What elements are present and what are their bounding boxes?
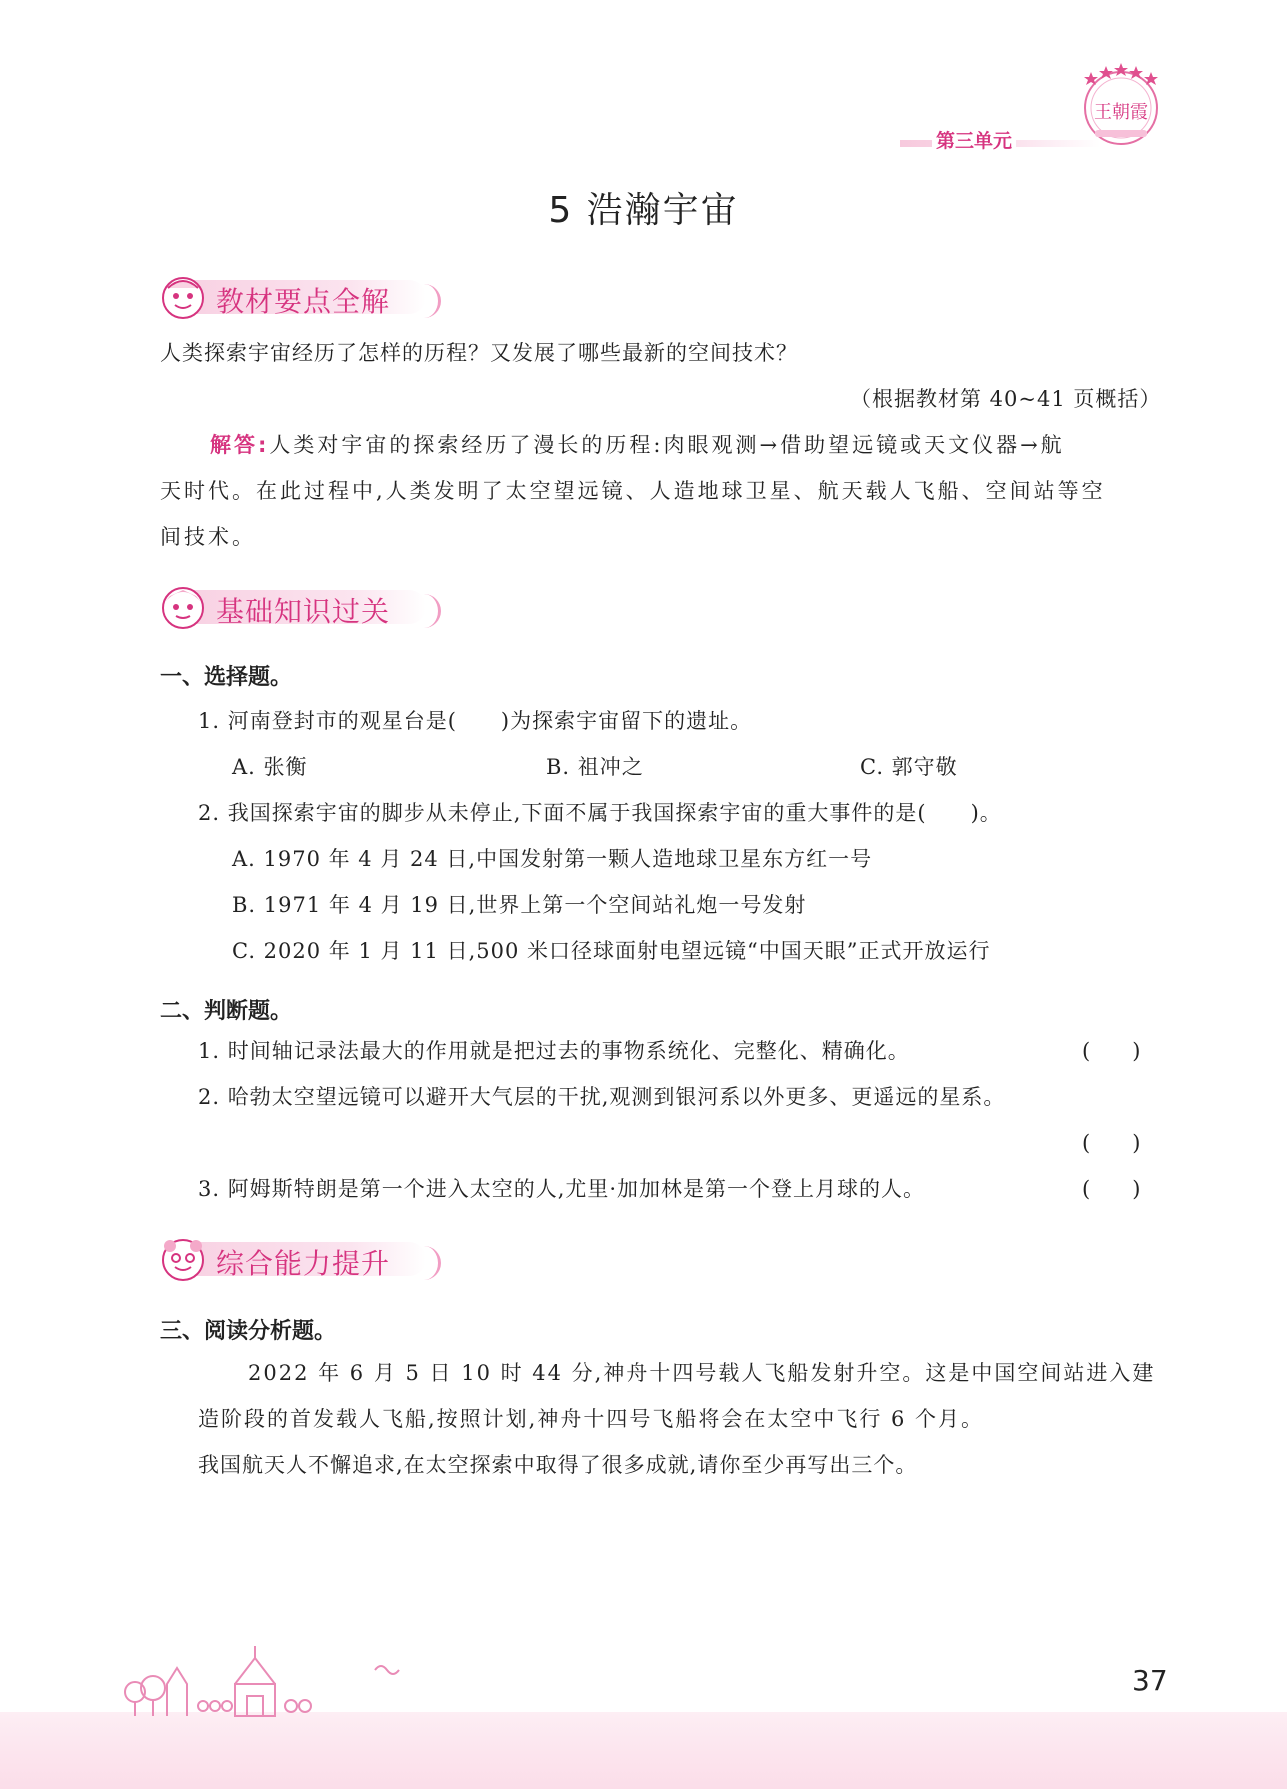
page-number: 37 (1132, 1664, 1168, 1697)
judge-item-1: 1. 时间轴记录法最大的作用就是把过去的事物系统化、完整化、精确化。 (198, 1039, 910, 1063)
option-c: C. 2020 年 1 月 11 日,500 米口径球面射电望远镜“中国天眼”正式开放运行 (232, 939, 991, 963)
page-title: 5 浩瀚宇宙 (548, 190, 739, 231)
answer-bracket: ( ) (1082, 1039, 1141, 1063)
option-b: B. 祖冲之 (546, 755, 644, 779)
key-question: 人类探索宇宙经历了怎样的历程？又发展了哪些最新的空间技术？ (160, 341, 798, 365)
judge-item-2: 2. 哈勃太空望远镜可以避开大气层的干扰,观测到银河系以外更多、更遥远的星系。 (198, 1085, 1006, 1109)
cartoon-face-icon (160, 274, 206, 320)
castle-doodle-icon (115, 1640, 415, 1720)
section-banner-advanced (160, 1236, 440, 1282)
svg-text:王朝霞: 王朝霞 (1094, 102, 1148, 123)
answer-bracket: ( ) (1082, 1177, 1141, 1201)
section-title: 基础知识过关 (216, 595, 391, 628)
publisher-logo (1075, 58, 1167, 150)
option-a: A. 张衡 (232, 755, 308, 779)
banner-tail (422, 1246, 441, 1280)
answer-label: 解答: (210, 433, 270, 457)
answer-text: 人类对宇宙的探索经历了漫长的历程:肉眼观测→借助望远镜或天文仪器→航 (269, 433, 1065, 457)
cartoon-face-icon (160, 1236, 206, 1282)
reading-question: 我国航天人不懈追求,在太空探索中取得了很多成就,请你至少再写出三个。 (198, 1453, 918, 1477)
answer-line: 间技术。 (160, 525, 256, 549)
reading-line-1: 2022 年 6 月 5 日 10 时 44 分,神舟十四号载人飞船发射升空。这是中国空间站进入建 (248, 1361, 1156, 1385)
answer-bracket: ( ) (1082, 1131, 1141, 1155)
banner-tail (422, 594, 441, 628)
unit-label: 第三单元 (932, 126, 1016, 153)
banner-tail (422, 284, 441, 318)
footer-band (0, 1712, 1287, 1789)
section-title: 综合能力提升 (216, 1247, 391, 1280)
section-title: 教材要点全解 (216, 285, 391, 318)
answer-line: 天时代。在此过程中,人类发明了太空望远镜、人造地球卫星、航天载人飞船、空间站等空 (160, 479, 1106, 503)
option-b: B. 1971 年 4 月 19 日,世界上第一个空间站礼炮一号发射 (232, 893, 807, 917)
question-2: 2. 我国探索宇宙的脚步从未停止,下面不属于我国探索宇宙的重大事件的是( )。 (198, 801, 1002, 825)
answer-line (160, 422, 1160, 468)
part3-heading: 三、阅读分析题。 (160, 1319, 337, 1344)
option-a: A. 1970 年 4 月 24 日,中国发射第一颗人造地球卫星东方红一号 (232, 847, 873, 871)
part1-heading: 一、选择题。 (160, 665, 293, 690)
option-c: C. 郭守敬 (860, 755, 958, 779)
reading-line-2: 造阶段的首发载人飞船,按照计划,神舟十四号飞船将会在太空中飞行 6 个月。 (198, 1407, 985, 1431)
section-banner-basics (160, 584, 440, 630)
judge-item-3: 3. 阿姆斯特朗是第一个进入太空的人,尤里·加加林是第一个登上月球的人。 (198, 1177, 926, 1201)
section-banner-key-points (160, 274, 440, 320)
source-note: （根据教材第 40~41 页概括） (850, 387, 1162, 411)
part2-heading: 二、判断题。 (160, 999, 293, 1024)
answer-block (160, 422, 1160, 560)
question-1: 1. 河南登封市的观星台是( )为探索宇宙留下的遗址。 (198, 709, 753, 733)
cartoon-face-icon (160, 584, 206, 630)
